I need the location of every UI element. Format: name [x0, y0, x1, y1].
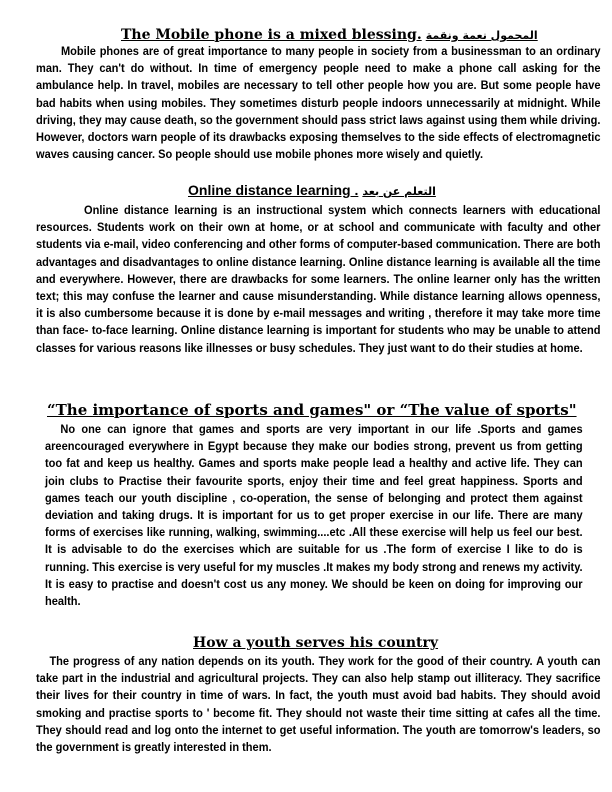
section-body-online-learning: Online distance learning is an instructional system which connects learners with educational resources. Students work on their own at home, or at school and communicate with faculty and other students via e-mail, video conferencing and other forms of computer-based communication. There are both advantages and disadvantages to online distance learning. Online distance learning is available all the time and everywhere. However, there are drawbacks for some learners. The online learner only has the written text; this may confuse the learner and cause misunderstanding. While distance learning allows openness, it is also cumbersome because it is done by e-mail messages and writing , therefore it may take more time than face- to-face learning. Online distance learning is important for students who may be unable to attend classes for various reasons like illnesses or busy schedules. They just want to do their studies at home.	[36, 205, 601, 355]
section-title-mobile-phone	[121, 26, 538, 44]
section-title-english: “The importance of sports and games" or “The value of sports"	[47, 401, 577, 419]
section-body-mobile-phone: Mobile phones are of great importance to many people in society from a businessman to an ordinary man. They can't do without. In time of emergency people need to make a phone call asking for the ambulance help. In travel, mobiles are necessary to tell other people how you are. But some people have bad habits when using mobiles. They sometimes disturb people indoors unnecessarily at midnight. While driving, they may cause death, so the government should pass strict laws against using them while driving. However, doctors warn people of its drawbacks exposing themselves to the side effects of electromagnetic waves causing cancer. So people should use mobile phones more wisely and quietly.	[36, 46, 601, 162]
section-title-sports	[47, 401, 577, 420]
section-title-arabic: المحمول نعمة ونقمة	[425, 29, 538, 42]
section-title-youth	[193, 634, 438, 652]
section-title-english: Online distance learning .	[188, 182, 359, 198]
section-title-english: How a youth serves his country	[193, 635, 439, 651]
section-title-arabic: التعلم عن بعد	[362, 185, 436, 198]
section-title-online-learning	[188, 182, 436, 200]
section-title-english: The Mobile phone is a mixed blessing.	[121, 27, 422, 43]
section-body-youth: The progress of any nation depends on its youth. They work for the good of their country. A youth can take part in the industrial and agricultural projects. They can also help stamp out illiteracy. They sacrifice their lives for their country in time of wars. In fact, the youth must avoid bad habits. They should avoid smoking and practise sports to ' become fit. They should not waste their time sitting at cafes all the time. They should read and log onto the internet to get useful information. The youth are tomorrow's leaders, so the government is greatly interested in them.	[36, 656, 601, 755]
section-body-sports: No one can ignore that games and sports are very important in our life .Sports and games areencouraged everywhere in Egypt because they make our bodies strong, prevent us from getting too fat and keep us healthy. Games and sports make people lead a healthy and active life. They can join clubs to Practise their favourite sports, enjoy their time and feel great happiness. Sports and games teach our youth discipline , co-operation, the sense of belonging and protect them against deviation and taking drugs. It is important for us to get proper exercise in our life. There are many forms of exercises like running, walking, swimming....etc .All these exercise will help us feel our best. It is advisable to do the exercises which are suitable for us .The form of exercise I like to do is running. This exercise is very useful for my muscles .It makes my body strong and renews my activity. It is easy to practise and doesn't cost us any money. We should be keen on doing for improving our health.	[45, 424, 583, 609]
